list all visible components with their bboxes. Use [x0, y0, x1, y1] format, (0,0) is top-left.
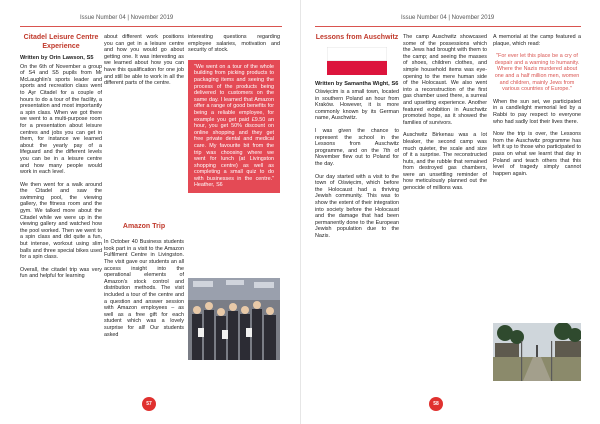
column-2	[104, 34, 184, 344]
group-photo	[188, 278, 280, 360]
byline: Written by Samantha Wight, S6	[315, 80, 399, 87]
page-header: Issue Number 04 | November 2019	[401, 15, 495, 21]
article-title: Citadel Leisure Centre Experience	[23, 34, 99, 50]
column-3	[493, 34, 581, 183]
paragraph: interesting questions regarding employee salaries, motivation and security of stock.	[188, 34, 280, 54]
paragraph: Auschwitz Birkenau was a lot bleaker, the second camp was much quieter, the scale and size of it a surprise. The reconstructed huts, and the rubble that remained from destroyed gas chambers, were an unsettling reminder of how meticulously planned out the genocide of millions was.	[403, 132, 487, 192]
quote-box: "We went on a tour of the whole building from picking products to packaging items and seeing the process of the products being delivered to customers on the same day. I learned that Amazon offer a range of good benefits for being a reliable employee, for example you get paid £9.50 an hour, you get 50% discount on online shopping and they get free private dental and medical care. My favourite bit from the trip was choosing where we went for lunch (at Livingston shopping centre) as well as completing a small quiz to do with businesses in the centre." Heather, S6	[188, 60, 280, 193]
column-1	[315, 34, 399, 246]
paragraph: The camp Auschwitz showcased some of the possessions which the Jews had brought with them to the camp; and seeing the masses of shoes, children clothes, and simple household items was eye-opening to the mere human side of the Holocaust. We also went into a reconstruction of the first gas chamber used there, a surreal and upsetting experience. Another featured exhibition in Auschwitz promoted hope, as it showed the families of survivors.	[403, 34, 487, 126]
page-header: Issue Number 04 | November 2019	[80, 15, 174, 21]
page-number-badge: 57	[142, 397, 156, 411]
camp-photo	[493, 323, 581, 381]
paragraph: about different work positions you can get in a leisure centre and how you would go about getting one. It was interesting as we learned about how you can have this qualification for one job and still be able to work in all the different parts of the centre.	[104, 34, 184, 87]
memorial-quote: "For ever let this place be a cry of despair and a warning to humanity. Where the Nazis murdered about one and a half million men, women and children, mainly Jews from various countries of Europe."	[494, 53, 580, 93]
paragraph: I was given the chance to represent the school in the Lessons from Auschwitz programme, and on the 7th of November flew out to Poland for the day.	[315, 128, 399, 168]
paragraph: Now the trip is over, the Lessons from the Auschwitz programme has left it up to those who participated to pass on what we learnt that day in Poland and teach others that this level of tragedy simply cannot happen again.	[493, 131, 581, 177]
header-rule	[20, 26, 282, 27]
byline: Written by Orin Lawson, S5	[20, 55, 94, 61]
header-rule	[315, 26, 581, 27]
paragraph: A memorial at the camp featured a plaque, which read:	[493, 34, 581, 47]
paragraph: Our day started with a visit to the town of Oświęcim, which before the Holocaust had a thriving Jewish community. This was to show the extent of their integration into society before the Holocaust and the damage that had been permanently done to the European Jewish population due to the Nazis.	[315, 173, 399, 239]
section-subtitle: Amazon Trip	[122, 222, 166, 230]
paragraph: Overall, the citadel trip was very fun and helpful for learning	[20, 266, 102, 280]
paragraph: We then went for a walk around the Citadel and saw the swimming pool, the viewing gallery, the fitness room and the gym. We talked more about the Citadel while we were up in the viewing gallery and watched how the pool worked. Then we went to a spin class and did quite a fun, but intense, workout using slim balls and three special bikes used for a spin class.	[20, 181, 102, 261]
paragraph: Oświęcim is a small town, located in southern Poland an hour from Kraków. However, it is more commonly known by its German name, Auschwitz.	[315, 89, 399, 122]
paragraph: When the sun set, we participated in a candlelight memorial led by a Rabbi to pay respect to everyone who had sadly lost their lives there.	[493, 98, 581, 125]
article-title: Lessons from Auschwitz	[315, 34, 399, 41]
page-number-badge: 58	[429, 397, 443, 411]
leisure-centre-photo	[104, 93, 184, 217]
column-3	[188, 34, 280, 193]
right-page	[300, 0, 600, 424]
poland-flag	[327, 47, 387, 75]
paragraph: In October 40 Business students took part in a visit to the Amazon Fulfilment Centre in Livingston. The visit gave our students an all access insight into the operational elements of Amazon's stock control and distribution methods. The visit included a tour of the centre and a question and answer session with Amazon employees – as well as a free gift for each student which was a lovely surprise for all! Our students asked	[104, 239, 185, 338]
column-2	[403, 34, 487, 198]
paragraph: On the 6th of November a group of S4 and S5 pupils from Mr McLaughlin's sports leader and sports and recreation class went to Ayr Citadel for a couple of hours to do a tour of the facility, a presentation and most importantly a spin class. When we got there we went to a multi-purpose room for a presentation about leisure centres and jobs you can get in them, for instance we learned about the yearly pay of a lifeguard and the different levels you can be in a leisure centre and how many people would work in each level.	[20, 63, 102, 176]
column-1	[20, 34, 102, 286]
